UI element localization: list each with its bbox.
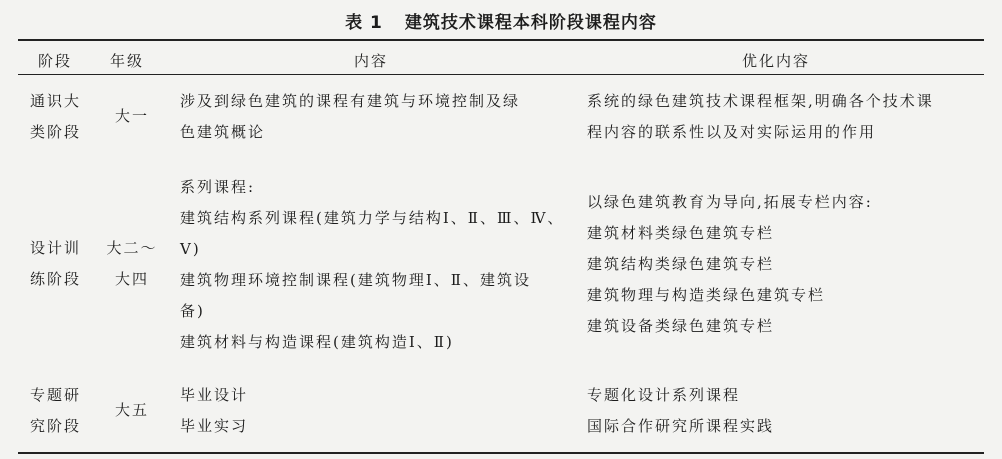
row-3-grade: 大五 [114,401,149,419]
table-bottom-rule [18,452,984,454]
row-1-stage: 通识大 类阶段 [30,92,82,141]
row-2-stage: 设计训 练阶段 [30,239,82,288]
row-1-grade: 大一 [114,107,149,125]
table-caption: 建筑技术课程本科阶段课程内容 [404,13,657,33]
table-title [0,8,1002,33]
row-2-grade: 大二～ 大四 [106,239,158,288]
table-top-rule [18,39,984,41]
row-3-stage: 专题研 究阶段 [30,386,82,435]
header-content: 内容 [354,52,389,70]
table-header-rule [18,74,984,75]
row-2-content: 系列课程: 建筑结构系列课程(建筑力学与结构Ⅰ、Ⅱ、Ⅲ、Ⅳ、 Ⅴ) 建筑物理环境控制课程(建筑物理Ⅰ、Ⅱ、建筑设 备) 建筑材料与构造课程(建筑构造Ⅰ、Ⅱ) [180,178,565,351]
row-2-optimized: 以绿色建筑教育为导向,拓展专栏内容: 建筑材料类绿色建筑专栏 建筑结构类绿色建筑专栏 建筑物理与构造类绿色建筑专栏 建筑设备类绿色建筑专栏 [587,193,873,335]
row-3-optimized: 专题化设计系列课程 国际合作研究所课程实践 [587,386,775,435]
header-stage: 阶段 [38,52,73,70]
header-optimized: 优化内容 [742,52,811,70]
row-3-content: 毕业设计 毕业实习 [180,386,249,435]
row-1-optimized: 系统的绿色建筑技术课程框架,明确各个技术课 程内容的联系性以及对实际运用的作用 [587,92,934,141]
header-grade: 年级 [110,52,145,70]
row-1-content: 涉及到绿色建筑的课程有建筑与环境控制及绿 色建筑概论 [180,92,521,141]
table-number: 表 1 [345,13,383,33]
